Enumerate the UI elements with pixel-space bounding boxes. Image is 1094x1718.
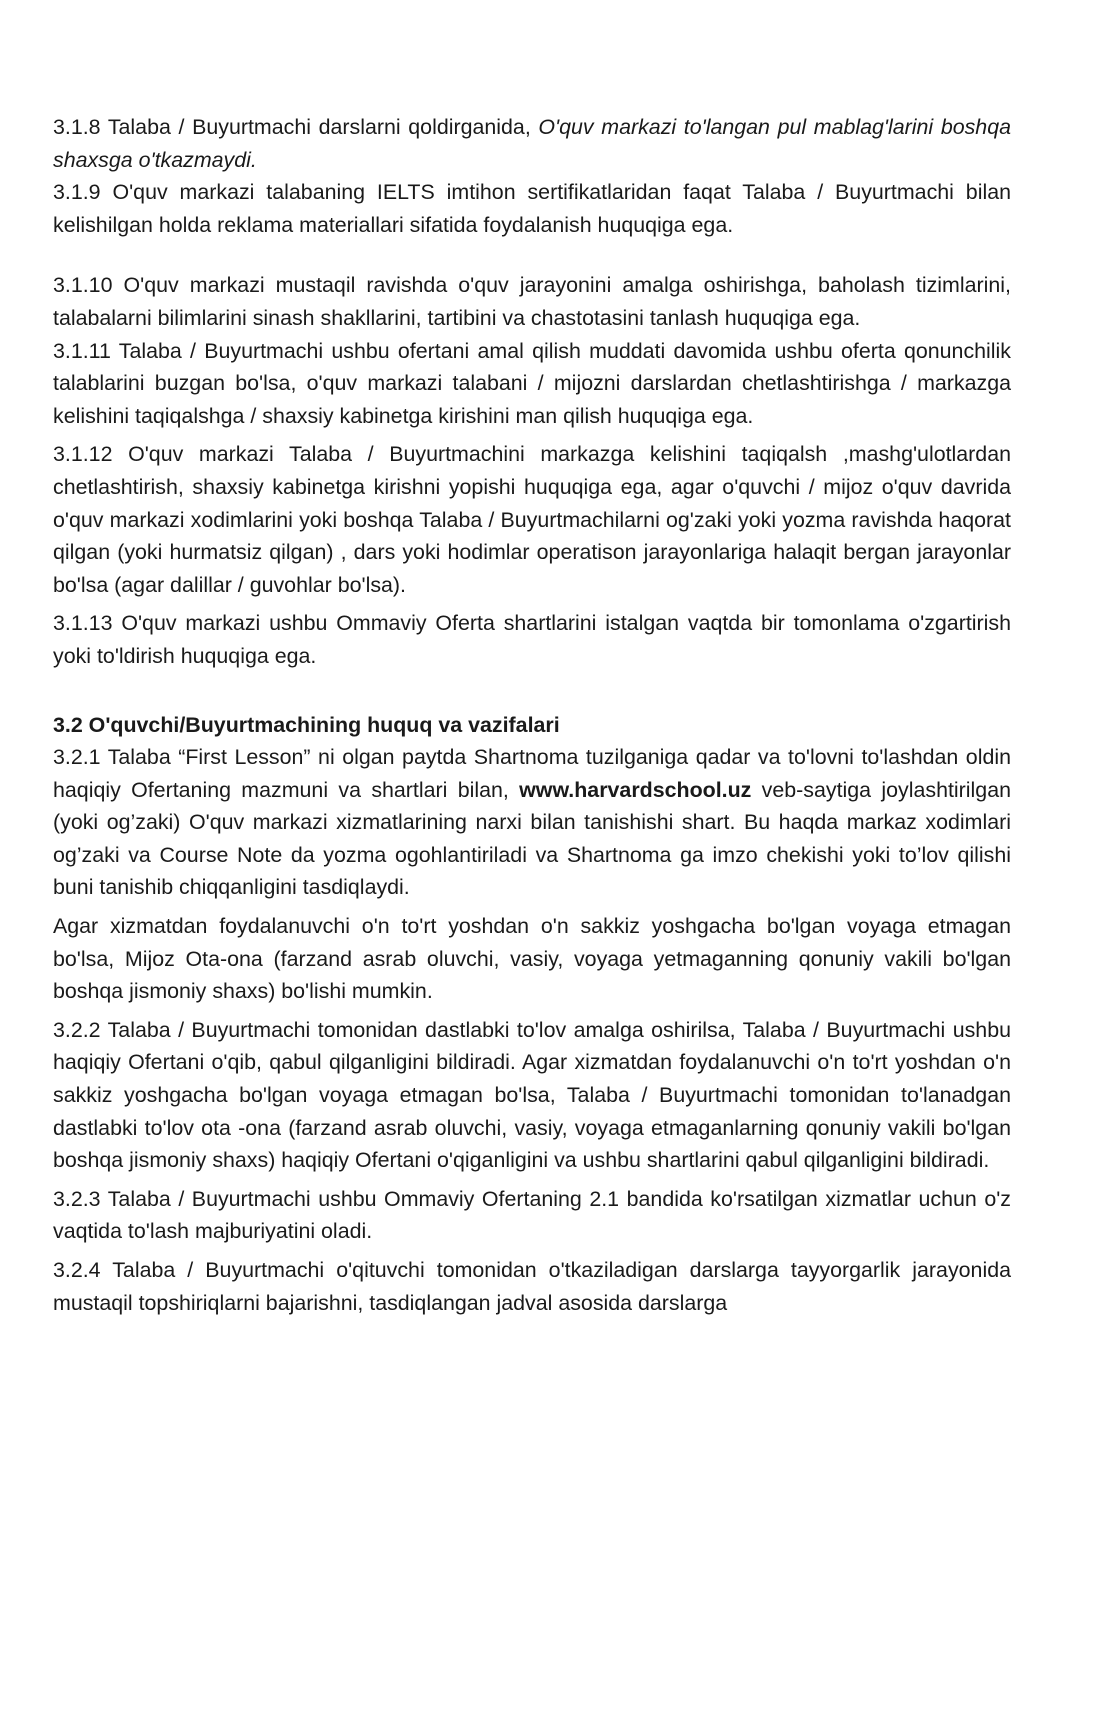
clause-3-1-11: 3.1.11 Talaba / Buyurtmachi ushbu ofertani amal qilish muddati davomida ushbu oferta qonunchilik talablarini buzgan bo'lsa, o'quv markazi talabani / mijozni darslardan chetlashtirishga / markazga kelishini taqiqalshga / shaxsiy kabinetga kirishini man qilish huquqiga ega.	[53, 338, 1011, 428]
clause-3-1-9: 3.1.9 O'quv markazi talabaning IELTS imtihon sertifikatlaridan faqat Talaba / Buyurtmachi bilan kelishilgan holda reklama materiallari sifatida foydalanish huquqiga ega.	[53, 180, 1011, 237]
clause-3-1-8-italic: O'quv markazi to'langan pul mablag'larini boshqa shaxsga o'tkazmaydi.	[53, 115, 1011, 172]
document-page	[53, 111, 1011, 1319]
clause-3-2-4: 3.2.4 Talaba / Buyurtmachi o'qituvchi tomonidan o'tkaziladigan darslarga tayyorgarlik jarayonida mustaqil topshiriqlarni bajarishni, tasdiqlangan jadval asosida darslarga	[53, 1258, 1011, 1315]
clause-3-1-8	[53, 111, 1011, 176]
clause-3-2-1-before: 3.2.1 Talaba “First Lesson” ni olgan paytda Shartnoma tuzilganiga qadar va to'lovni to'lashdan oldin haqiqiy Ofertaning mazmuni va shartlari bilan,	[53, 745, 1011, 802]
clause-3-1-10: 3.1.10 O'quv markazi mustaqil ravishda o'quv jarayonini amalga oshirishga, baholash tizimlarini, talabalarni bilimlarini sinash shakllarini, tartibini va chastotasini tanlash huquqiga ega.	[53, 273, 1011, 330]
clause-3-1-8-lead: 3.1.8 Talaba / Buyurtmachi darslarni qoldirganida,	[53, 115, 539, 139]
clause-3-2-3: 3.2.3 Talaba / Buyurtmachi ushbu Ommaviy Ofertaning 2.1 bandida ko'rsatilgan xizmatlar uchun o'z vaqtida to'lash majburiyatini oladi.	[53, 1186, 1011, 1244]
clause-3-2-1-after: veb-saytiga joylashtirilgan (yoki og’zaki) O'quv markazi xizmatlarining narxi bilan tanishishi shart. Bu haqda markaz xodimlari og’zaki va Course Note da yozma ogohlantiriladi va Shartnoma ga imzo chekishi yoki to’lov qilishi buni tanishib chiqqanligini tasdiqlaydi.	[53, 777, 1011, 900]
clause-3-1-13: 3.1.13 O'quv markazi ushbu Ommaviy Oferta shartlarini istalgan vaqtda bir tomonlama o'zgartirish yoki to'ldirish huquqiga ega.	[53, 611, 1011, 668]
clause-3-1-12: 3.1.12 O'quv markazi Talaba / Buyurtmachini markazga kelishini taqiqalsh ,mashg'ulotlardan chetlashtirish, shaxsiy kabinetga kirishni yopishi huquqiga ega, agar o'quvchi / mijoz o'quv davrida o'quv markazi xodimlarini yoki boshqa Talaba / Buyurtmachilarni og'zaki yoki yozma ravishda haqorat qilgan (yoki hurmatsiz qilgan) , dars yoki hodimlar operatison jarayonlariga halaqit bergan jarayonlar bo'lsa (agar dalillar / guvohlar bo'lsa).	[53, 442, 1011, 597]
paragraph-agar: Agar xizmatdan foydalanuvchi o'n to'rt yoshdan o'n sakkiz yoshgacha bo'lgan voyaga etmagan bo'lsa, Mijoz Ota-ona (farzand asrab oluvchi, vasiy, voyaga yetmaganning qonuniy vakili bo'lgan boshqa jismoniy shaxs) bo'lishi mumkin.	[53, 914, 1011, 1004]
clause-3-2-2: 3.2.2 Talaba / Buyurtmachi tomonidan dastlabki to'lov amalga oshirilsa, Talaba / Buyurtmachi ushbu haqiqiy Ofertani o'qib, qabul qilganligini bildiradi. Agar xizmatdan foydalanuvchi o'n to'rt yoshdan o'n sakkiz yoshgacha bo'lgan voyaga etmagan bo'lsa, Talaba / Buyurtmachi tomonidan to'lanadgan dastlabki to'lov ota -ona (farzand asrab oluvchi, vasiy, voyaga etmaganlarning qonuniy vakili bo'lgan boshqa jismoniy shaxs) haqiqiy Ofertani o'qiganligini va ushbu shartlarini qabul qilganligini bildiradi.	[53, 1017, 1011, 1173]
section-heading-3-2: 3.2 O'quvchi/Buyurtmachining huquq va vazifalari	[53, 712, 560, 737]
clause-3-2-1	[53, 741, 1011, 904]
website-link[interactable]: www.harvardschool.uz	[519, 777, 752, 802]
